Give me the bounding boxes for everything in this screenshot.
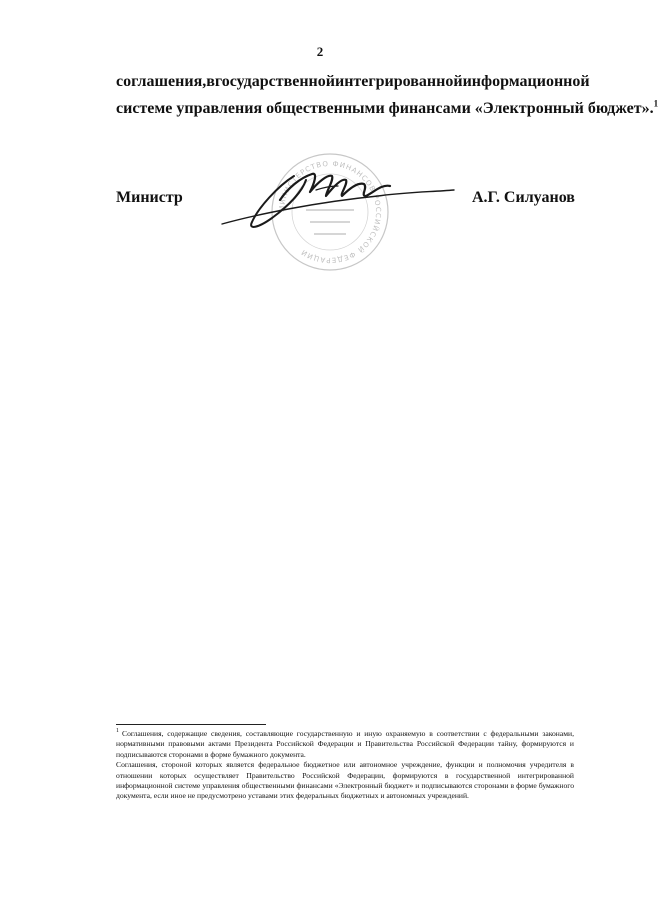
footnote-reference: 1: [653, 98, 658, 109]
signatory-name: А.Г. Силуанов: [472, 189, 575, 206]
signature-stamp-image: [218, 130, 458, 285]
signatory-title: Министр: [116, 189, 183, 206]
official-stamp: [272, 154, 388, 270]
footnote-paragraph-1: [116, 729, 574, 760]
body-text-line-1: [116, 72, 590, 92]
stamp-lettering: МИНИСТЕРСТВО ФИНАНСОВ РОССИЙСКОЙ ФЕДЕРАЦИИ: [277, 159, 383, 265]
body-text: системе управления общественными финансами «Электронный бюджет».: [116, 100, 654, 117]
footnotes: [116, 729, 574, 802]
signature-and-stamp: [218, 130, 458, 285]
body-text-line-2: [116, 98, 658, 119]
body-word: в: [206, 73, 215, 90]
handwritten-signature: [222, 174, 454, 227]
footnote-text: Соглашения, содержащие сведения, составляющие государственную и иную охраняемую в соответствии с федеральными законами, нормативными правовыми актами Президента Российской Федерации и Правительства Российской Федерации тайну, формируются и подписываются сторонами в форме бумажного документа.: [116, 729, 574, 759]
body-word: информационной: [462, 73, 590, 90]
footnote-paragraph-2: Соглашения, стороной которых является федеральное бюджетное или автономное учреждение, функции и полномочия учредителя в отношении которых осуществляет Правительство Российской Федерации, формируются в государственной интегрированной информационной системе управления общественными финансами «Электронный бюджет» и подписываются сторонами в форме бумажного документа, если иное не предусмотрено уставами этих федеральных бюджетных и автономных учреждений.: [116, 760, 574, 801]
footnote-mark: 1: [116, 728, 119, 735]
body-word: соглашения,: [116, 73, 207, 90]
body-word: государственной: [214, 73, 335, 90]
body-word: интегрированной: [334, 73, 463, 90]
page-number: 2: [316, 44, 324, 59]
footnote-divider: [116, 724, 266, 725]
